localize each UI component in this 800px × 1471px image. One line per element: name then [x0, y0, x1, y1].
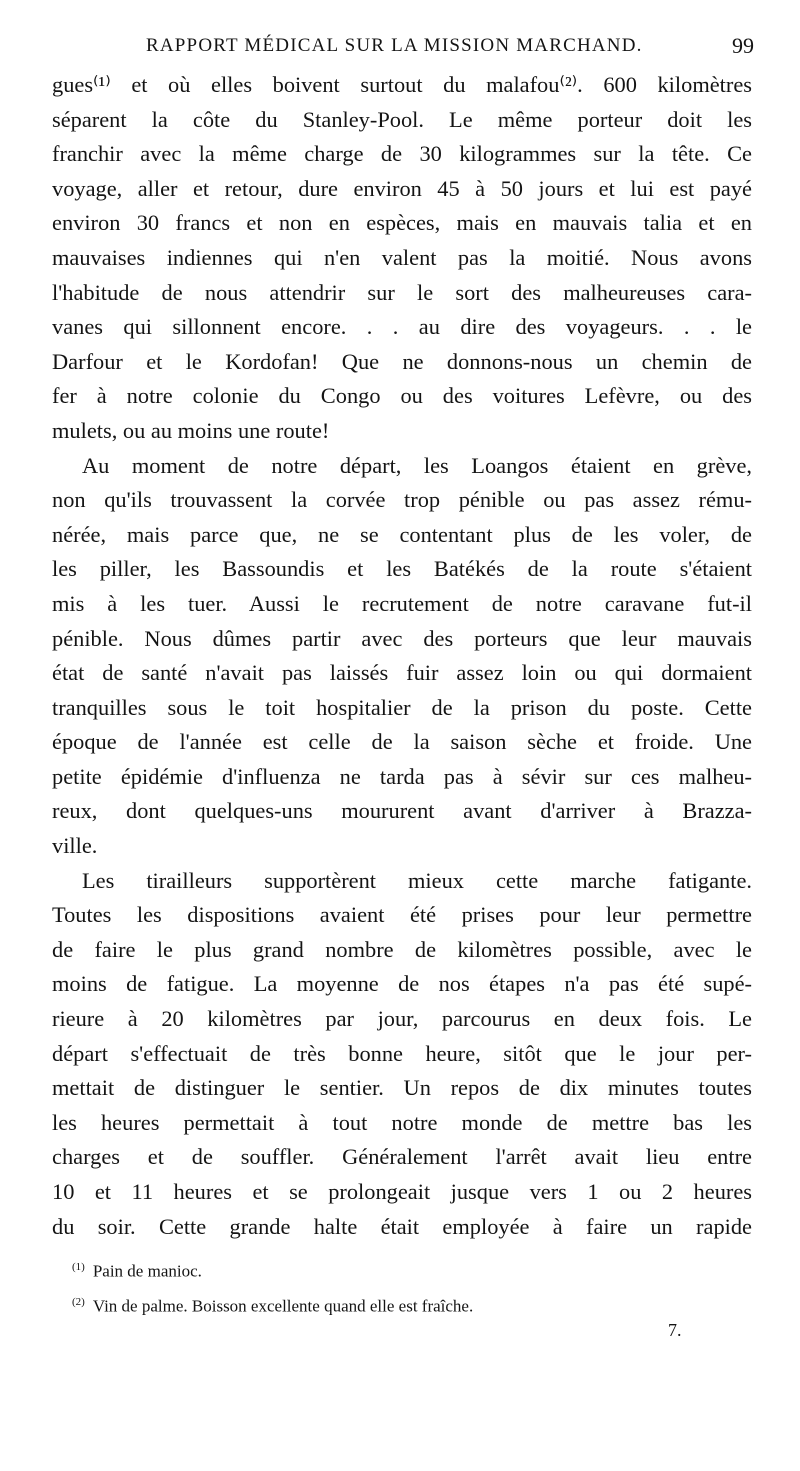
- text-line: départ s'effectuait de très bonne heure, sitôt que le jour per-: [52, 1040, 752, 1066]
- text-line: charges et de souffler. Généralement l'arrêt avait lieu entre: [52, 1144, 752, 1170]
- text-line: rieure à 20 kilomètres par jour, parcourus en deux fois. Le: [52, 1006, 752, 1032]
- text-line: tranquilles sous le toit hospitalier de la prison du poste. Cette: [52, 694, 752, 720]
- text-line: moins de fatigue. La moyenne de nos étapes n'a pas été supé-: [52, 971, 752, 997]
- signature-mark: 7.: [668, 1320, 682, 1340]
- text-line: époque de l'année est celle de la saison sèche et froide. Une: [52, 729, 752, 755]
- footnote-marker: (1): [72, 1261, 85, 1273]
- text-line: l'habitude de nous attendrir sur le sort des malheureuses cara-: [52, 279, 752, 305]
- footnote-marker: (2): [72, 1295, 85, 1308]
- text-line: mis à les tuer. Aussi le recrutement de notre caravane fut-il: [52, 590, 752, 616]
- footnote-text: Pain de manioc.: [92, 1261, 202, 1281]
- text-line: vanes qui sillonnent encore. . . au dire des voyageurs. . . le: [52, 314, 752, 340]
- text-line: pénible. Nous dûmes partir avec des porteurs que leur mauvais: [52, 625, 752, 651]
- text-line: séparent la côte du Stanley-Pool. Le même porteur doit les: [52, 106, 752, 132]
- text-line: fer à notre colonie du Congo ou des voitures Lefèvre, ou des: [52, 383, 752, 409]
- text-line: les heures permettait à tout notre monde de mettre bas les: [52, 1109, 752, 1135]
- text-line: reux, dont quelques-uns moururent avant d'arriver à Brazza-: [52, 798, 752, 824]
- text-line: 10 et 11 heures et se prolongeait jusque vers 1 ou 2 heures: [52, 1179, 752, 1204]
- running-title: RAPPORT MÉDICAL SUR LA MISSION MARCHAND.: [146, 35, 643, 56]
- text-line: franchir avec la même charge de 30 kilogrammes sur la tête. Ce: [52, 141, 752, 167]
- text-line: petite épidémie d'influenza ne tarda pas à sévir sur ces malheu-: [52, 763, 752, 789]
- text-line: les piller, les Bassoundis et les Batékés de la route s'étaient: [52, 556, 752, 582]
- footnote-text: Vin de palme. Boisson excellente quand elle est fraîche.: [92, 1296, 474, 1316]
- text-line: nérée, mais parce que, ne se contentant plus de les voler, de: [52, 521, 752, 547]
- footnote: [72, 1252, 732, 1287]
- paragraph-start-line: Au moment de notre départ, les Loangos étaient en grève,: [82, 452, 752, 478]
- text-line: de faire le plus grand nombre de kilomètres possible, avec le: [52, 936, 752, 962]
- footnotes: [72, 1252, 732, 1321]
- text-line: environ 30 francs et non en espèces, mais en mauvais talia et en: [52, 210, 752, 236]
- text-line: ville.: [52, 833, 98, 859]
- footnote: [72, 1287, 732, 1322]
- text-line: gues⁽¹⁾ et où elles boivent surtout du malafou⁽²⁾. 600 kilomètres: [52, 72, 752, 97]
- running-head: [58, 30, 754, 62]
- text-line: Toutes les dispositions avaient été prises pour leur permettre: [52, 902, 752, 928]
- text-line: non qu'ils trouvassent la corvée trop pénible ou pas assez rému-: [52, 487, 752, 513]
- page-number: 99: [732, 33, 754, 58]
- text-line: voyage, aller et retour, dure environ 45 à 50 jours et lui est payé: [52, 175, 752, 201]
- text-line: du soir. Cette grande halte était employée à faire un rapide: [52, 1213, 752, 1239]
- text-line: état de santé n'avait pas laissés fuir assez loin ou qui dormaient: [52, 660, 752, 686]
- paragraph-start-line: Les tirailleurs supportèrent mieux cette marche fatigante.: [82, 867, 752, 893]
- text-line: mettait de distinguer le sentier. Un repos de dix minutes toutes: [52, 1075, 752, 1101]
- body-text: [52, 68, 752, 1244]
- text-line: mauvaises indiennes qui n'en valent pas la moitié. Nous avons: [52, 244, 752, 270]
- text-line: mulets, ou au moins une route!: [52, 417, 330, 443]
- text-line: Darfour et le Kordofan! Que ne donnons-nous un chemin de: [52, 348, 752, 374]
